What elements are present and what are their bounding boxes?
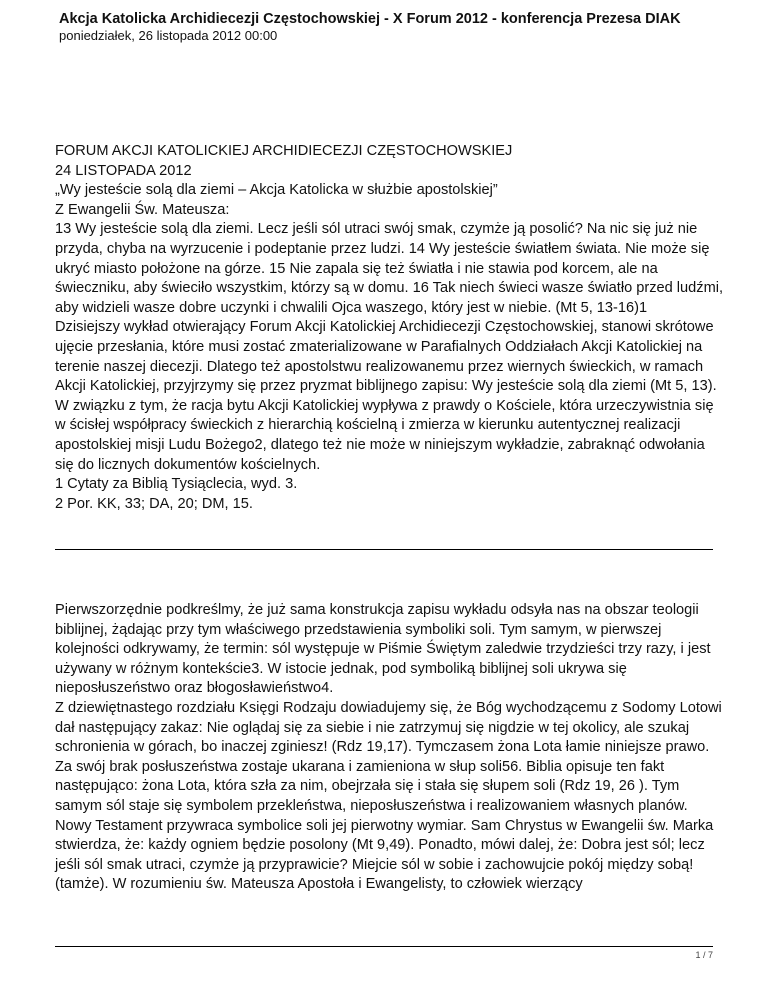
document-title: Akcja Katolicka Archidiecezji Częstochowskiej - X Forum 2012 - konferencja Prezesa DIAK [59,11,681,27]
page-number: 1 / 7 [695,950,713,960]
page-header [59,10,719,44]
footnote: 1 Cytaty za Biblią Tysiąclecia, wyd. 3. [55,476,298,493]
paragraph: W związku z tym, że racja bytu Akcji Katolickiej wypływa z prawdy o Kościele, która urzeczywistnia się w ścisłej współpracy świeckich z hierarchią kościelną i zmierza w kierunku autentycznej realizacji apostolskiej misji Ludu Bożego2, dlatego też nie może w niniejszym wykładzie, zabraknąć odwołania się do licznych dokumentów kościelnych. [55,397,714,473]
content-block-2 [55,601,727,895]
paragraph: Dzisiejszy wykład otwierający Forum Akcji Katolickiej Archidiecezji Częstochowskiej, stanowi skrótowe ujęcie przesłania, które musi zostać zmaterializowane w Parafialnych Oddziałach Akcji Katolickiej na terenie naszej diecezji. Dlatego też apostolstwu realizowanemu przez wiernych świeckich, w ramach Akcji Katolickiej, przyjrzymy się przez pryzmat biblijnego zapisu: Wy jesteście solą dla ziemi (Mt 5, 13). [55,319,717,395]
divider [55,549,713,550]
paragraph: Z dziewiętnastego rozdziału Księgi Rodzaju dowiadujemy się, że Bóg wychodzącemu z Sodomy Lotowi dał następujący zakaz: Nie oglądaj się za siebie i nie zatrzymuj się nigdzie w tej okolicy, ale szukaj schronienia w górach, bo inaczej zginiesz! (Rdz 19,17). Tymczasem żona Lota łamie niniejsze prawo. Za swój brak posłuszeństwa zostaje ukarana i zamieniona w słup soli56. Biblia opisuje ten fakt następująco: żona Lota, która szła za nim, obejrzała się i stała się słupem soli (Rdz 19, 26 ). Tym samym sól staje się symbolem przekleństwa, nieposłuszeństwa i realizowaniem własnych planów. [55,699,722,814]
paragraph: Nowy Testament przywraca symbolice soli jej pierwotny wymiar. Sam Chrystus w Ewangelii św. Marka stwierdza, że: każdy ogniem będzie posolony (Mt 9,49). Ponadto, mówi dalej, że: Dobra jest sól; lecz jeśli sól smak utraci, czymże ją przyprawicie? Miejcie sól w sobie i zachowujcie pokój między sobą! (tamże). W rozumieniu św. Mateusza Apostoła i Ewangelisty, to człowiek wierzący [55,817,714,893]
paragraph: Pierwszorzędnie podkreślmy, że już sama konstrukcja zapisu wykładu odsyła nas na obszar teologii biblijnej, żądając przy tym właściwego przedstawienia symboliki soli. Tym samym, w pierwszej kolejności odkrywamy, że termin: sól występuje w Piśmie Świętym zaledwie trzydzieści trzy razy, i jest używany w różnym kontekście3. W istocie jednak, pod symboliką biblijnej soli ukrywa się nieposłuszeństwo oraz błogosławieństwo4. [55,602,711,697]
publish-date: poniedziałek, 26 listopada 2012 00:00 [59,28,278,43]
gospel-source: Z Ewangelii Św. Mateusza: [55,201,230,218]
footnote: 2 Por. KK, 33; DA, 20; DM, 15. [55,495,253,512]
forum-heading: FORUM AKCJI KATOLICKIEJ ARCHIDIECEZJI CZĘSTOCHOWSKIEJ [55,143,513,159]
gospel-quote: 13 Wy jesteście solą dla ziemi. Lecz jeśli sól utraci swój smak, czymże ją posolić? Na nic się już nie przyda, chyba na wyrzucenie i podeptanie przez ludzi. 14 Wy jesteście światłem świata. Nie może się ukryć miasto położone na górze. 15 Nie zapala się też światła i nie stawia pod korcem, ale na świeczniku, aby świeciło wszystkim, którzy są w domu. 16 Tak niech świeci wasze światło przed ludźmi, aby widzieli wasze dobre uczynki i chwalili Ojca waszego, który jest w niebie. (Mt 5, 13-16)1 [55,221,724,316]
forum-date: 24 LISTOPADA 2012 [55,162,192,179]
lecture-title: „Wy jesteście solą dla ziemi – Akcja Katolicka w służbie apostolskiej” [55,182,498,199]
content-block-1 [55,142,727,514]
footer-divider [55,946,713,947]
